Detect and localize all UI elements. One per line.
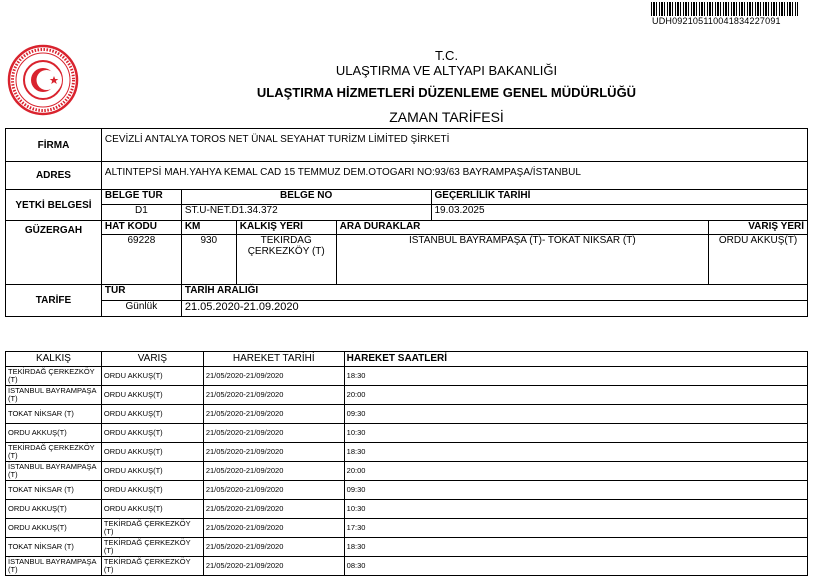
cell-saat: 08:30 [344, 557, 807, 576]
belge-tur-value: D1 [101, 205, 181, 221]
cell-tarih: 21/05/2020-21/09/2020 [203, 405, 344, 424]
col-kalkis: KALKIŞ [6, 352, 102, 367]
tarih-araligi-value: 21.05.2020-21.09.2020 [181, 301, 807, 317]
document-code: UDH0921051100418342270​91 [652, 16, 781, 26]
cell-saat: 18:30 [344, 367, 807, 386]
table-row [6, 500, 808, 519]
cell-varis: ORDU AKKUŞ(T) [101, 443, 203, 462]
cell-tarih: 21/05/2020-21/09/2020 [203, 538, 344, 557]
header-kalkis-yeri: KALKIŞ YERİ [236, 221, 336, 235]
cell-kalkis: TOKAT NİKSAR (T) [6, 481, 102, 500]
header-tc: T.C. [434, 48, 459, 63]
header-tarih-araligi: TARİH ARALIĞI [181, 285, 807, 301]
belge-no-value: ST.U-NET.D1.34.372 [181, 205, 431, 221]
cell-tarih: 21/05/2020-21/09/2020 [203, 519, 344, 538]
cell-varis: ORDU AKKUŞ(T) [101, 481, 203, 500]
table-row [6, 405, 808, 424]
cell-saat: 10:30 [344, 500, 807, 519]
cell-kalkis: ORDU AKKUŞ(T) [6, 519, 102, 538]
label-adres: ADRES [6, 162, 102, 190]
table-row [6, 481, 808, 500]
cell-saat: 20:00 [344, 386, 807, 405]
adres-value: ALTINTEPSİ MAH.YAHYA KEMAL CAD 15 TEMMUZ DEM.OTOGARI NO:93/63 BAYRAMPAŞA/İSTANBUL [101, 162, 807, 190]
header-km: KM [181, 221, 236, 235]
table-row [6, 424, 808, 443]
barcode [651, 2, 798, 16]
cell-saat: 20:00 [344, 462, 807, 481]
info-table [5, 128, 808, 317]
header-varis-yeri: VARIŞ YERİ [709, 221, 808, 235]
cell-saat: 18:30 [344, 443, 807, 462]
cell-kalkis: TEKİRDAĞ ÇERKEZKÖY (T) [6, 443, 102, 462]
cell-saat: 10:30 [344, 424, 807, 443]
varis-yeri-value: ORDU AKKUŞ(T) [709, 235, 808, 285]
cell-tarih: 21/05/2020-21/09/2020 [203, 424, 344, 443]
km-value: 930 [181, 235, 236, 285]
cell-varis: ORDU AKKUŞ(T) [101, 500, 203, 519]
col-varis: VARIŞ [101, 352, 203, 367]
firma-value: CEVİZLİ ANTALYA TOROS NET ÜNAL SEYAHAT TURİZM LİMİTED ŞİRKETİ [101, 129, 807, 162]
cell-kalkis: İSTANBUL BAYRAMPAŞA (T) [6, 386, 102, 405]
cell-varis: ORDU AKKUŞ(T) [101, 367, 203, 386]
cell-varis: TEKİRDAĞ ÇERKEZKÖY (T) [101, 538, 203, 557]
cell-saat: 18:30 [344, 538, 807, 557]
cell-kalkis: ORDU AKKUŞ(T) [6, 424, 102, 443]
cell-tarih: 21/05/2020-21/09/2020 [203, 443, 344, 462]
cell-saat: 17:30 [344, 519, 807, 538]
label-firma: FİRMA [6, 129, 102, 162]
cell-tarih: 21/05/2020-21/09/2020 [203, 481, 344, 500]
cell-kalkis: İSTANBUL BAYRAMPAŞA (T) [6, 462, 102, 481]
table-row [6, 557, 808, 576]
ministry-seal-icon [7, 44, 79, 116]
table-row [6, 367, 808, 386]
kalkis-yeri-value: TEKİRDAĞ ÇERKEZKÖY (T) [236, 235, 336, 285]
cell-kalkis: İSTANBUL BAYRAMPAŞA (T) [6, 557, 102, 576]
header-hat-kodu: HAT KODU [101, 221, 181, 235]
header-belge-tur: BELGE TÜR [101, 190, 181, 205]
cell-varis: TEKİRDAĞ ÇERKEZKÖY (T) [101, 519, 203, 538]
col-hareket-saatleri: HAREKET SAATLERİ [344, 352, 807, 367]
header-ara-duraklar: ARA DURAKLAR [336, 221, 708, 235]
header-belge-no: BELGE NO [181, 190, 431, 205]
page-title: ZAMAN TARİFESİ [389, 109, 504, 125]
cell-tarih: 21/05/2020-21/09/2020 [203, 500, 344, 519]
table-row [6, 386, 808, 405]
cell-varis: ORDU AKKUŞ(T) [101, 462, 203, 481]
cell-varis: TEKİRDAĞ ÇERKEZKÖY (T) [101, 557, 203, 576]
table-row [6, 462, 808, 481]
label-tarife: TARİFE [6, 285, 102, 317]
cell-saat: 09:30 [344, 481, 807, 500]
schedule-header-row [6, 352, 808, 367]
cell-tarih: 21/05/2020-21/09/2020 [203, 557, 344, 576]
cell-kalkis: TEKİRDAĞ ÇERKEZKÖY (T) [6, 367, 102, 386]
schedule-table [5, 351, 808, 576]
header-directorate: ULAŞTIRMA HİZMETLERİ DÜZENLEME GENEL MÜDÜRLÜĞÜ [256, 85, 637, 100]
table-row [6, 538, 808, 557]
cell-kalkis: ORDU AKKUŞ(T) [6, 500, 102, 519]
gecerlilik-value: 19.03.2025 [431, 205, 808, 221]
label-guzergah: GÜZERGAH [6, 221, 102, 285]
table-row [6, 443, 808, 462]
ara-duraklar-value: İSTANBUL BAYRAMPAŞA (T)- TOKAT NİKSAR (T) [336, 235, 708, 285]
cell-kalkis: TOKAT NİKSAR (T) [6, 538, 102, 557]
label-yetki: YETKİ BELGESİ [6, 190, 102, 221]
header-tur: TÜR [101, 285, 181, 301]
cell-varis: ORDU AKKUŞ(T) [101, 386, 203, 405]
header-ministry: ULAŞTIRMA VE ALTYAPI BAKANLIĞI [335, 63, 558, 78]
cell-varis: ORDU AKKUŞ(T) [101, 405, 203, 424]
cell-kalkis: TOKAT NİKSAR (T) [6, 405, 102, 424]
hat-kodu-value: 69228 [101, 235, 181, 285]
cell-tarih: 21/05/2020-21/09/2020 [203, 462, 344, 481]
header-gecerlilik: GEÇERLİLİK TARİHİ [431, 190, 808, 205]
col-hareket-tarihi: HAREKET TARİHİ [203, 352, 344, 367]
cell-tarih: 21/05/2020-21/09/2020 [203, 367, 344, 386]
table-row [6, 519, 808, 538]
tur-value: Günlük [101, 301, 181, 317]
cell-saat: 09:30 [344, 405, 807, 424]
cell-varis: ORDU AKKUŞ(T) [101, 424, 203, 443]
cell-tarih: 21/05/2020-21/09/2020 [203, 386, 344, 405]
